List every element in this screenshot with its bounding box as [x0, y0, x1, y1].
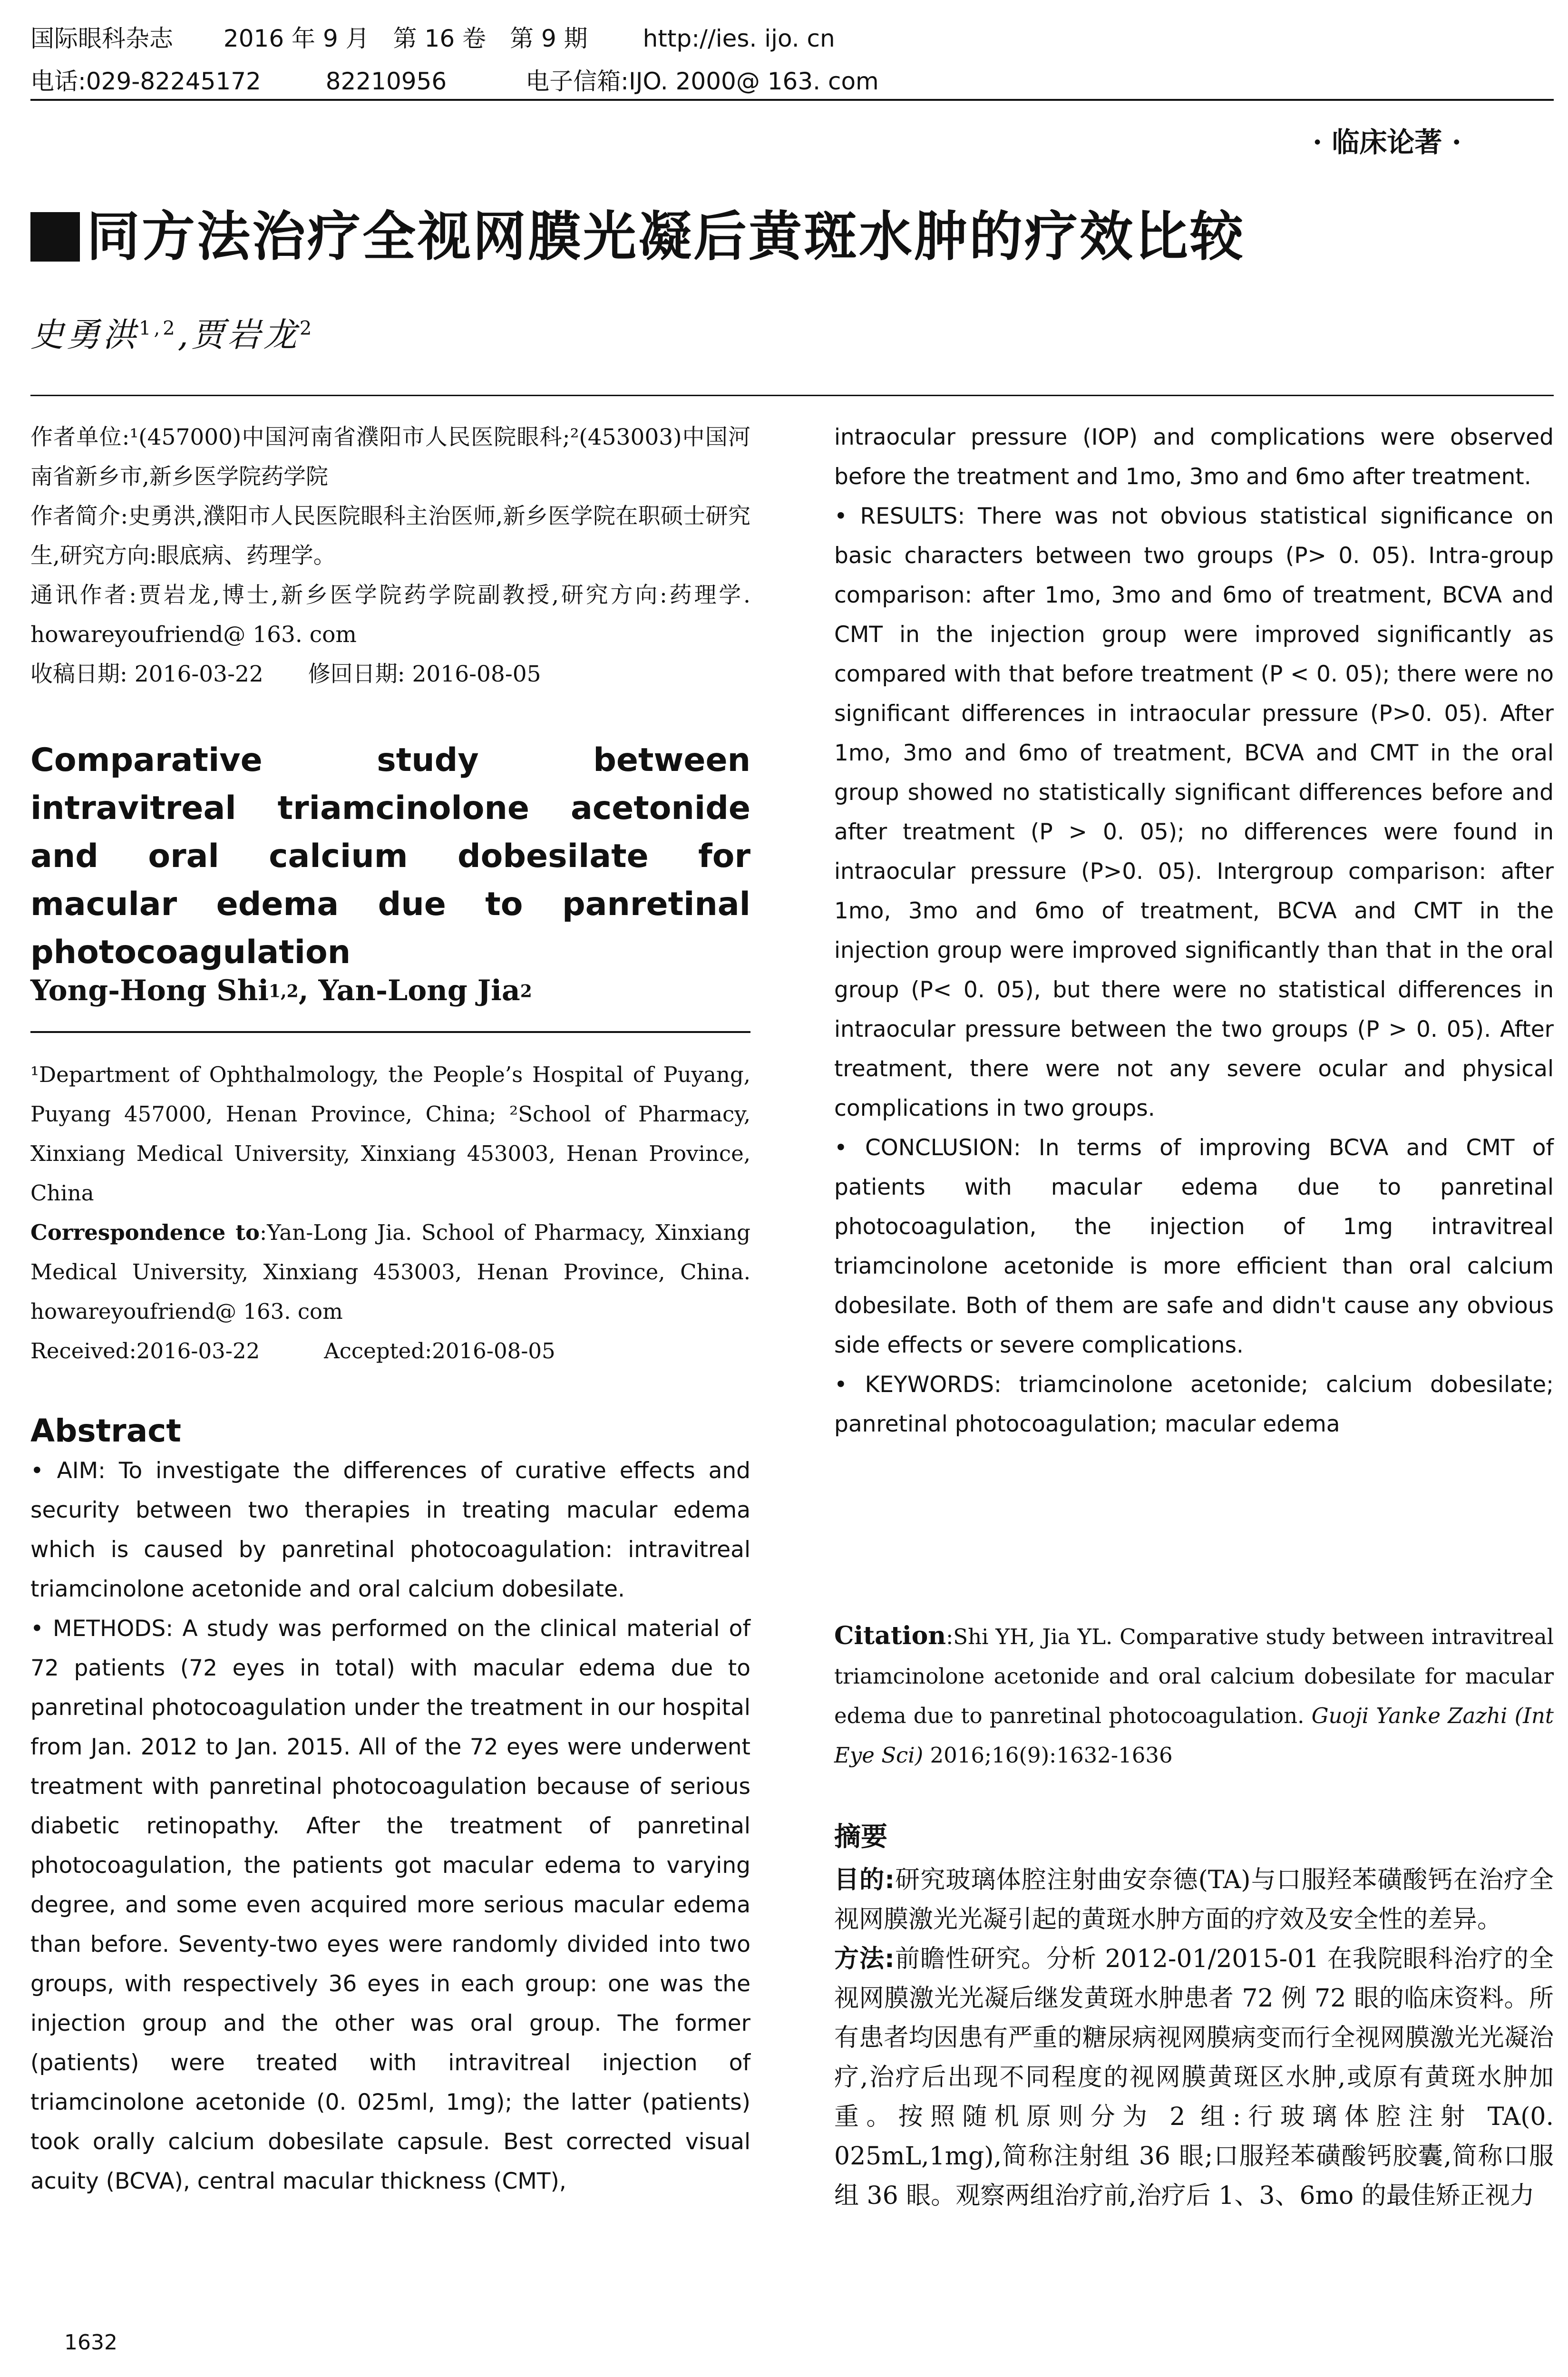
en-author-2: Yan-Long Jia — [318, 974, 520, 1007]
page-number: 1632 — [64, 2330, 117, 2355]
cn-abstract-block — [834, 1816, 1554, 2216]
abstract-results: • RESULTS: There was not obvious statistical significance on basic characters between two groups (P> 0. 05). Intra-group comparison: after 1mo, 3mo and 6mo of treatment, BCVA and CMT in the injection group were improved significantly as compared with that before treatment (P < 0. 05); there were no significant differences in intraocular pressure (P>0. 05). After 1mo, 3mo and 6mo of treatment, BCVA and CMT in the oral group showed no statistically significant differences before and after treatment (P > 0. 05); no differences were found in intraocular pressure (P>0. 05). Intergroup comparison: after 1mo, 3mo and 6mo of treatment, BCVA and CMT in the injection group were improved significantly than that in the oral group (P< 0. 05), but there were no statistical differences in intraocular pressure between the two groups (P > 0. 05). After treatment, there were not any severe ocular and physical complications in two groups. — [834, 503, 1554, 1121]
cn-corresponding: 通讯作者:贾岩龙,博士,新乡医学院药学院副教授,研究方向:药理学. howareyoufriend@ 163. com — [30, 582, 750, 648]
title-redaction-block — [30, 212, 80, 262]
abstract-heading: Abstract — [30, 1413, 181, 1449]
cn-methods-label: 方法: — [834, 1945, 895, 1973]
received-accepted: Received:2016-03-22 Accepted:2016-08-05 — [30, 1338, 555, 1364]
cn-aim-text: 研究玻璃体腔注射曲安奈德(TA)与口服羟苯磺酸钙在治疗全视网膜激光光凝引起的黄斑水肿方面的疗效及安全性的差异。 — [834, 1866, 1554, 1934]
journal-email[interactable]: 电子信箱:IJO. 2000@ 163. com — [526, 68, 879, 95]
author-1-sup: 1,2 — [139, 317, 178, 340]
cn-affiliation: 作者单位:¹(457000)中国河南省濮阳市人民医院眼科;²(453003)中国河南省新乡市,新乡医学院药学院 — [30, 424, 750, 490]
english-affiliation: ¹Department of Ophthalmology, the People’s Hospital of Puyang, Puyang 457000, Henan Province, China; ²School of Pharmacy, Xinxiang Medical University, Xinxiang 453003, Henan Province, China — [30, 1062, 750, 1206]
author-sep: , — [177, 315, 191, 354]
journal-url[interactable]: http://ies. ijo. cn — [643, 25, 835, 52]
title-rule — [30, 395, 1554, 396]
correspondence-text: :Yan-Long Jia. School of Pharmacy, Xinxiang Medical University, Xinxiang 453003, Henan Province, China. howareyoufriend@ 163. com — [30, 1220, 750, 1324]
correspondence-label: Correspondence to — [30, 1220, 260, 1245]
cn-dates: 收稿日期: 2016-03-22 修回日期: 2016-08-05 — [30, 661, 541, 687]
journal-header-line1 — [30, 23, 835, 54]
section-tag: · 临床论著 · — [1313, 126, 1461, 158]
phone-number: 电话:029-82245172 — [30, 68, 261, 95]
citation-tail: 2016;16(9):1632-1636 — [923, 1743, 1173, 1768]
author-2-sup: 2 — [299, 317, 315, 340]
en-author-1: Yong-Hong Shi — [30, 974, 269, 1007]
right-column — [834, 418, 1554, 1444]
journal-header-line2 — [30, 66, 879, 97]
cn-author-bio: 作者简介:史勇洪,濮阳市人民医院眼科主治医师,新乡医学院在职硕士研究生,研究方向:眼底病、药理学。 — [30, 503, 750, 569]
issue-info: 2016 年 9 月 第 16 卷 第 9 期 — [223, 25, 588, 52]
cn-methods-text: 前瞻性研究。分析 2012-01/2015-01 在我院眼科治疗的全视网膜激光光凝后继发黄斑水肿患者 72 例 72 眼的临床资料。所有患者均因患有严重的糖尿病视网膜病变而行全视网膜激光光凝治疗,治疗后出现不同程度的视网膜黄斑区水肿,或原有黄斑水肿加重。按照随机原则分为 2 组:行玻璃体腔注射 TA(0. 025mL,1mg),简称注射组 36 眼;口服羟苯磺酸钙胶囊,简称口服组 36 眼。观察两组治疗前,治疗后 1、3、6mo 的最佳矫正视力 — [834, 1945, 1554, 2210]
cn-aim — [834, 1861, 1554, 1939]
phone-number-2: 82210956 — [325, 68, 447, 95]
abstract-methods-cont: intraocular pressure (IOP) and complications were observed before the treatment and 1mo, 3mo and 6mo after treatment. — [834, 424, 1554, 490]
english-title: Comparative study between intravitreal triamcinolone acetonide and oral calcium dobesilate for macular edema due to panretinal photocoagulation — [30, 741, 750, 971]
citation-text: :Shi YH, Jia YL. Comparative study between intravitreal triamcinolone acetonide and oral calcium dobesilate for macular edema due to panretinal photocoagulation. — [834, 1624, 1554, 1728]
citation-journal: Guoji Yanke Zazhi (Int Eye Sci) — [834, 1703, 1554, 1768]
citation-label: Citation — [834, 1621, 946, 1650]
abstract-conclusion: • CONCLUSION: In terms of improving BCVA and CMT of patients with macular edema due to panretinal photocoagulation, the injection of 1mg intravitreal triamcinolone acetonide is more efficient than oral calcium dobesilate. Both of them are safe and didn't cause any obvious side effects or severe complications. — [834, 1135, 1554, 1358]
cn-methods — [834, 1939, 1554, 2216]
title-text: 同方法治疗全视网膜光凝后黄斑水肿的疗效比较 — [87, 206, 1245, 268]
citation — [834, 1616, 1554, 1775]
abstract-aim: • AIM: To investigate the differences of curative effects and security between two therapies in treating macular edema which is caused by panretinal photocoagulation: intravitreal triamcinolone acetonide and oral calcium dobesilate. — [30, 1458, 750, 1602]
correspondence — [30, 1213, 750, 1331]
abstract-methods: • METHODS: A study was performed on the clinical material of 72 patients (72 eyes in total) with macular edema due to panretinal photocoagulation under the treatment in our hospital from Jan. 2012 to Jan. 2015. All of the 72 eyes were underwent treatment with panretinal photocoagulation because of serious diabetic retinopathy. After the treatment of panretinal photocoagulation, the patients got macular edema to varying degree, and some even acquired more serious macular edema than before. Seventy-two eyes were randomly divided into two groups, with respectively 36 eyes in each group: one was the injection group and the other was oral group. The former (patients) were treated with intravitreal injection of triamcinolone acetonide (0. 025ml, 1mg); the latter (patients) took orally calcium dobesilate capsule. Best corrected visual acuity (BCVA), central macular thickness (CMT), — [30, 1616, 750, 2194]
english-affiliation-block — [30, 1055, 750, 1371]
abstract-keywords: • KEYWORDS: triamcinolone acetonide; calcium dobesilate; panretinal photocoagulation; macular edema — [834, 1372, 1554, 1437]
abstract-block — [30, 1413, 750, 2201]
authors-rule — [30, 1031, 750, 1033]
en-author-2-sup: 2 — [520, 981, 532, 1002]
citation-block — [834, 1616, 1554, 1775]
page-title — [30, 194, 1245, 271]
en-author-1-sup: 1,2 — [269, 981, 299, 1002]
english-title-block — [30, 736, 750, 976]
cn-aim-label: 目的: — [834, 1866, 895, 1894]
author-1-cn: 史勇洪 — [30, 315, 139, 354]
english-authors — [30, 974, 750, 1007]
left-column — [30, 418, 750, 694]
en-author-sep: , — [298, 974, 319, 1007]
journal-name: 国际眼科杂志 — [30, 25, 173, 52]
author-2-cn: 贾岩龙 — [191, 315, 300, 354]
authors-cn — [30, 308, 314, 356]
cn-abstract-heading: 摘要 — [834, 1822, 887, 1852]
header-rule — [30, 99, 1554, 101]
